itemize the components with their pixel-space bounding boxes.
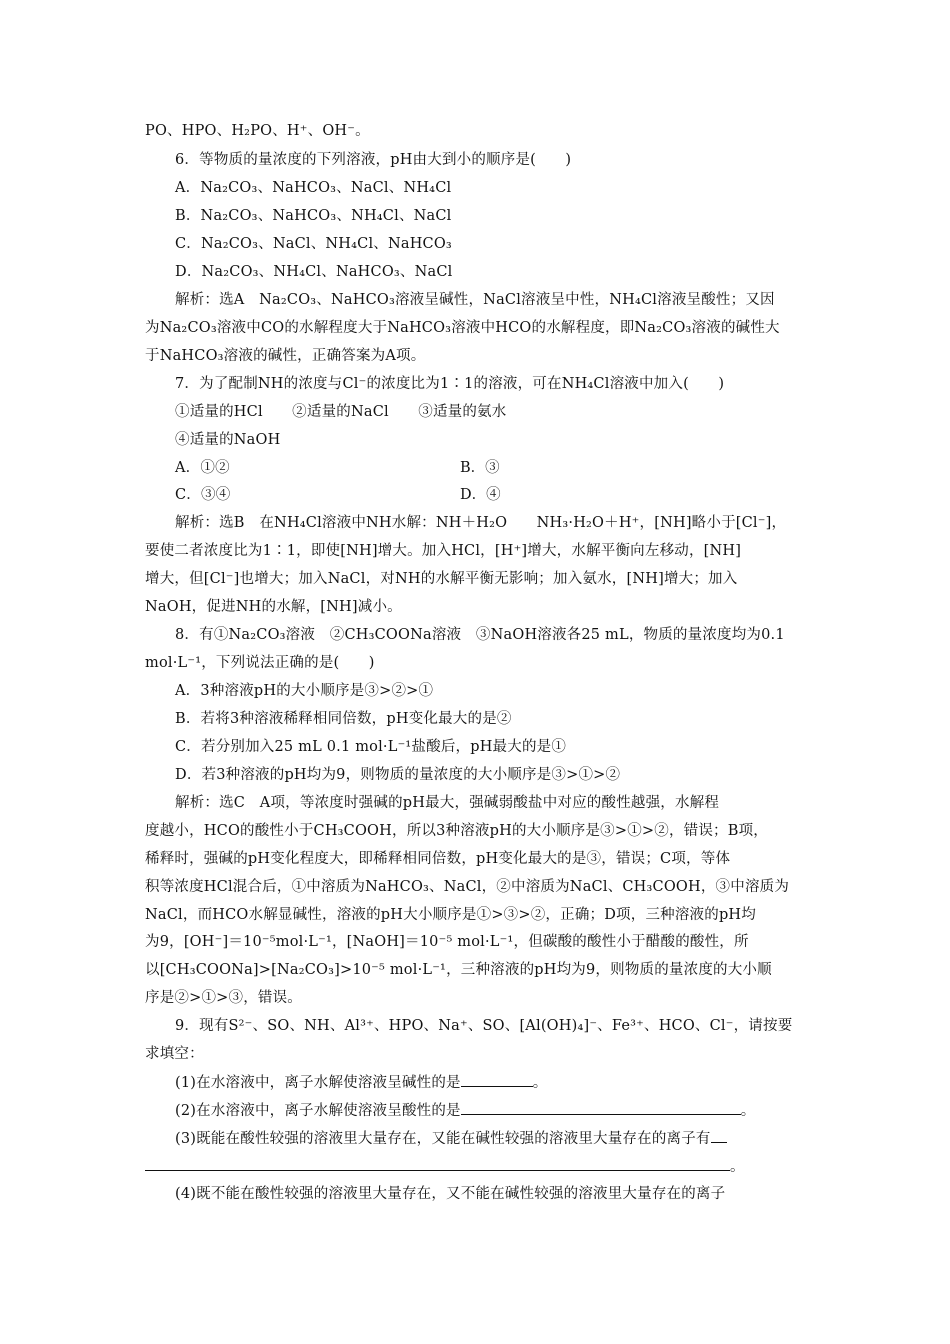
question-6-option-c: C．Na₂CO₃、NaCl、NH₄Cl、NaHCO₃ — [175, 236, 452, 252]
question-7-choices: ①适量的HCl ②适量的NaCl ③适量的氨水 — [175, 404, 507, 420]
question-6-stem: 6．等物质的量浓度的下列溶液，pH由大到小的顺序是( ) — [175, 152, 572, 168]
part-1-end: 。 — [532, 1075, 548, 1091]
question-9-part-2 — [175, 1100, 810, 1121]
question-8-analysis: 以[CH₃COONa]>[Na₂CO₃]>10⁻⁵ mol·L⁻¹，三种溶液的pH均为9，则物质的量浓度的大小顺 — [145, 962, 772, 978]
question-7-option-a: A．①② — [175, 460, 230, 476]
question-6-analysis: 为Na₂CO₃溶液中CO的水解程度大于NaHCO₃溶液中HCO的水解程度，即Na₂CO₃溶液的碱性大 — [145, 320, 780, 336]
question-6-analysis: 于NaHCO₃溶液的碱性，正确答案为A项。 — [145, 348, 426, 364]
question-8-analysis: NaCl，而HCO水解显碱性，溶液的pH大小顺序是①>③>②，正确；D项，三种溶液的pH均 — [145, 907, 756, 923]
part-1-text: (1)在水溶液中，离子水解使溶液呈碱性的是 — [175, 1075, 461, 1091]
question-9-part-4: (4)既不能在酸性较强的溶液里大量存在，又不能在碱性较强的溶液里大量存在的离子 — [175, 1186, 726, 1202]
answer-blank-3[interactable] — [145, 1156, 730, 1171]
part-3-end: 。 — [730, 1159, 745, 1175]
question-7-analysis: 要使二者浓度比为1∶1，即使[NH]增大。加入HCl，[H⁺]增大，水解平衡向左移动，[NH] — [145, 543, 742, 559]
question-8-stem: 8．有①Na₂CO₃溶液 ②CH₃COONa溶液 ③NaOH溶液各25 mL，物质的量浓度均为0.1 — [175, 627, 785, 643]
question-9-stem: 求填空： — [145, 1046, 204, 1062]
question-7-analysis: 解析：选B 在NH₄Cl溶液中NH水解：NH＋H₂O NH₃·H₂O＋H⁺，[NH]略小于[Cl⁻]， — [175, 515, 787, 531]
question-8-analysis: 序是②>①>③，错误。 — [145, 990, 302, 1006]
question-6-option-b: B．Na₂CO₃、NaHCO₃、NH₄Cl、NaCl — [175, 208, 452, 224]
part-2-text: (2)在水溶液中，离子水解使溶液呈酸性的是 — [175, 1103, 461, 1119]
question-9-part-3 — [175, 1128, 810, 1149]
question-7-stem: 7．为了配制NH的浓度与Cl⁻的浓度比为1∶1的溶液，可在NH₄Cl溶液中加入( ) — [175, 376, 725, 392]
question-6-analysis: 解析：选A Na₂CO₃、NaHCO₃溶液呈碱性，NaCl溶液呈中性，NH₄Cl溶液呈酸性；又因 — [175, 292, 775, 308]
question-9-stem: 9．现有S²⁻、SO、NH、Al³⁺、HPO、Na⁺、SO、[Al(OH)₄]⁻、Fe³⁺、HCO、Cl⁻，请按要 — [175, 1018, 793, 1034]
question-8-option-b: B．若将3种溶液稀释相同倍数，pH变化最大的是② — [175, 711, 512, 727]
part-3-text: (3)既能在酸性较强的溶液里大量存在，又能在碱性较强的溶液里大量存在的离子有 — [175, 1131, 711, 1147]
question-7-analysis: NaOH，促进NH的水解，[NH]减小。 — [145, 599, 402, 615]
question-8-option-a: A．3种溶液pH的大小顺序是③>②>① — [175, 683, 434, 699]
answer-blank-2[interactable] — [461, 1100, 741, 1115]
question-7-choices: ④适量的NaOH — [175, 432, 281, 448]
question-8-analysis: 度越小，HCO的酸性小于CH₃COOH，所以3种溶液pH的大小顺序是③>①>②，错误；B项， — [145, 823, 768, 839]
question-8-stem: mol·L⁻¹，下列说法正确的是( ) — [145, 655, 375, 671]
answer-blank-1[interactable] — [461, 1072, 533, 1087]
text-line: PO、HPO、H₂PO、H⁺、OH⁻。 — [145, 123, 370, 139]
question-8-analysis: 稀释时，强碱的pH变化程度大，即稀释相同倍数，pH变化最大的是③，错误；C项，等体 — [145, 851, 731, 867]
question-7-analysis: 增大，但[Cl⁻]也增大；加入NaCl，对NH的水解平衡无影响；加入氨水，[NH]增大；加入 — [145, 571, 738, 587]
question-8-option-d: D．若3种溶液的pH均为9，则物质的量浓度的大小顺序是③>①>② — [175, 767, 621, 783]
question-8-option-c: C．若分别加入25 mL 0.1 mol·L⁻¹盐酸后，pH最大的是① — [175, 739, 567, 755]
question-7-option-b: B．③ — [460, 460, 500, 476]
part-2-end: 。 — [740, 1103, 756, 1119]
question-6-option-d: D．Na₂CO₃、NH₄Cl、NaHCO₃、NaCl — [175, 264, 453, 280]
question-7-option-c: C．③④ — [175, 487, 231, 503]
question-7-option-d: D．④ — [460, 487, 501, 503]
question-9-part-3-continued — [145, 1156, 810, 1177]
question-8-analysis: 积等浓度HCl混合后，①中溶质为NaHCO₃、NaCl，②中溶质为NaCl、CH₃COOH，③中溶质为 — [145, 879, 790, 895]
question-9-part-1 — [175, 1072, 810, 1093]
question-8-analysis: 解析：选C A项，等浓度时强碱的pH最大，强碱弱酸盐中对应的酸性越强，水解程 — [175, 795, 720, 811]
question-8-analysis: 为9，[OH⁻]＝10⁻⁵mol·L⁻¹，[NaOH]＝10⁻⁵ mol·L⁻¹，但碳酸的酸性小于醋酸的酸性，所 — [145, 934, 749, 950]
question-6-option-a: A．Na₂CO₃、NaHCO₃、NaCl、NH₄Cl — [175, 180, 452, 196]
answer-blank-3-start[interactable] — [711, 1128, 727, 1143]
